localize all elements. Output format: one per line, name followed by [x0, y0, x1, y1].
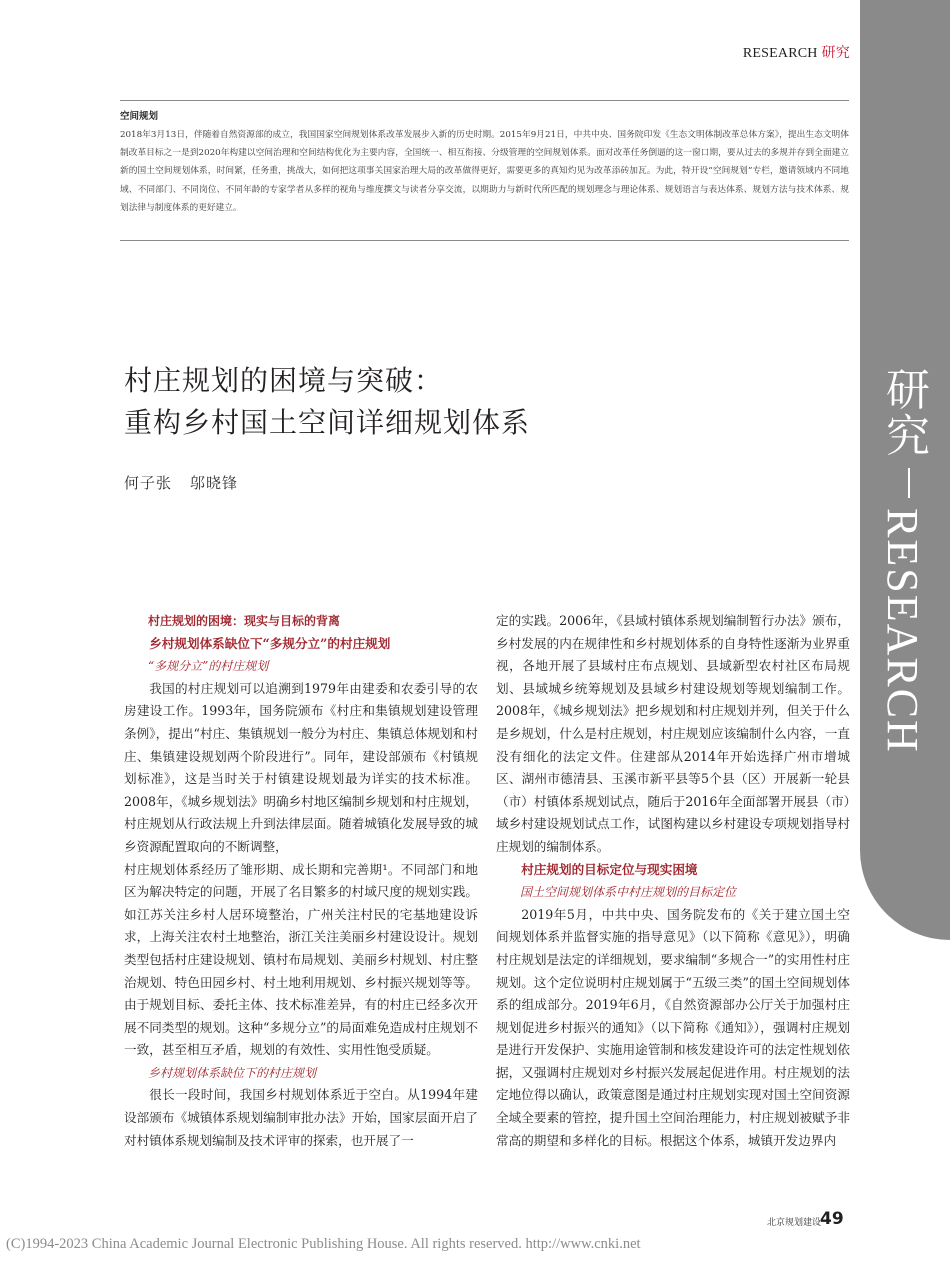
author-name: 邬晓锋: [190, 474, 239, 492]
page-number: 49: [820, 1209, 844, 1229]
paragraph: 很长一段时间，我国乡村规划体系近于空白。从1994年建设部颁布《城镇体系规划编制审批办法》开始，国家层面开启了对村镇体系规划编制及技术评审的探索，也开展了一: [124, 1087, 478, 1148]
author-name: 何子张: [124, 474, 173, 492]
paragraph: 村庄规划体系经历了雏形期、成长期和完善期¹。不同部门和地区为解决特定的问题，开展了名目繁多的村域尺度的规划实践。如江苏关注乡村人居环境整治，广州关注村民的宅基地建设诉求，上海关注农村土地整治，浙江关注美丽乡村建设设计。规划类型包括村庄建设规划、镇村布局规划、美丽乡村规划、村庄整治规划、特色田园乡村、村土地利用规划、乡村振兴规划等等。由于规划目标、委托主体、技术标准差异，有的村庄已经多次开展不同类型的规划。这种“多规分立”的局面难免造成村庄规划不一致，甚至相互矛盾，规划的有效性、实用性饱受质疑。: [124, 861, 478, 1058]
column-intro-title: 空间规划: [120, 111, 159, 122]
body-column-right: [496, 610, 850, 1152]
body-column-left: [124, 610, 478, 1152]
intro-divider: [120, 240, 849, 241]
paragraph: 我国的村庄规划可以追溯到1979年由建委和农委引导的农房建设工作。1993年，国务院颁布《村庄和集镇规划建设管理条例》，提出“村庄、集镇规划一般分为村庄、集镇总体规划和村庄、集镇建设规划两个阶段进行”。同年，建设部颁布《村镇规划标准》，这是当时关于村镇建设规划最为详实的技术标准。2008年，《城乡规划法》明确乡村地区编制乡规划和村庄规划，村庄规划从行政法规上升到法律层面。随着城镇化发展导致的城乡资源配置取向的不断调整，: [124, 680, 478, 854]
subsection-heading: 乡村规划体系缺位下“多规分立”的村庄规划: [149, 635, 391, 651]
copyright-notice: (C)1994-2023 China Academic Journal Electronic Publishing House. All rights reserved. http://www.cnki.net: [6, 1236, 641, 1252]
header-divider: [120, 100, 849, 101]
sub-subsection-heading: “多规分立”的村庄规划: [148, 659, 269, 674]
section-tag-en: RESEARCH: [742, 46, 818, 61]
section-tag: [743, 42, 850, 62]
paragraph: 2019年5月，中共中央、国务院发布的《关于建立国土空间规划体系并监督实施的指导意见》（以下简称《意见》），明确村庄规划是法定的详细规划，要求编制“多规合一”的实用性村庄规划。这个定位说明村庄规划属于“五级三类”的国土空间规划体系的组成部分。2019年6月，《自然资源部办公厅关于加强村庄规划促进乡村振兴的通知》（以下简称《通知》），强调村庄规划是进行开发保护、实施用途管制和核发建设许可的法定性规划依据，又强调村庄规划对乡村振兴发展起促进作用。村庄规划的法定地位得以确认，政策意图是通过村庄规划实现对国土空间资源全域全要素的管控，提升国土空间治理能力，村庄规划被赋予非常高的期望和多样化的目标。根据这个体系，城镇开发边界内: [496, 906, 850, 1148]
column-intro: [120, 108, 849, 248]
section-heading: 村庄规划的困境：现实与目标的背离: [148, 614, 341, 628]
paragraph: 定的实践。2006年，《县域村镇体系规划编制暂行办法》颁布，乡村发展的内在规律性和乡村规划体系的自身特性逐渐为业界重视，各地开展了县域村庄布点规划、县域新型农村社区布局规划、县域城乡统筹规划及县域乡村建设规划等规划编制工作。2008年，《城乡规划法》把乡规划和村庄规划并列，但关于什么是乡规划，什么是村庄规划，村庄规划应该编制什么内容，一直没有细化的法定文件。住建部从2014年开始选择广州市增城区、湖州市德清县、玉溪市新平县等5个县（区）开展新一轮县（市）村镇体系规划试点，随后于2016年全面部署开展县（市）域乡村建设规划试点工作，试图构建以乡村建设专项规划指导村庄规划的编制体系。: [496, 613, 850, 854]
article-title-line2: 重构乡村国土空间详细规划体系: [124, 406, 531, 439]
article-authors: [124, 472, 238, 493]
side-tab-label-zh: 研究: [886, 365, 930, 462]
sub-subsection-heading: 国土空间规划体系中村庄规划的目标定位: [520, 885, 737, 900]
article-title-line1: 村庄规划的困境与突破：: [124, 364, 444, 397]
sub-subsection-heading: 乡村规划体系缺位下的村庄规划: [148, 1065, 317, 1080]
section-tag-zh: 研究: [821, 45, 850, 61]
article-title: [124, 360, 724, 444]
side-section-tab: [860, 0, 950, 940]
journal-name: 北京规划建设: [767, 1218, 822, 1228]
side-tab-separator: [908, 468, 910, 498]
side-tab-label-en: RESEARCH: [878, 508, 927, 754]
column-intro-body: 2018年3月13日，伴随着自然资源部的成立，我国国家空间规划体系改革发展步入新的历史时期。2015年9月21日，中共中央、国务院印发《生态文明体制改革总体方案》，提出生态文明体制改革目标之一是到2020年构建以空间治理和空间结构优化为主要内容，全国统一、相互衔接、分级管理的空间规划体系。面对改革任务倒逼的这一窗口期，要从过去的多规并存到全面建立新的国土空间规划体系，时间紧，任务重，挑战大，如何把这项事关国家治理大局的改革做得更好，需要更多的真知灼见为改革添砖加瓦。为此，特开设“空间规划”专栏，邀请领域内不同地域、不同部门、不同岗位、不同年龄的专家学者从多样的视角与维度撰文与读者分享交流，以期助力与新时代所匹配的规划理念与理论体系、规划语言与表达体系、规划方法与技术体系、规划法律与制度体系的更好建立。: [120, 130, 849, 213]
subsection-heading: 村庄规划的目标定位与现实困境: [521, 861, 698, 877]
